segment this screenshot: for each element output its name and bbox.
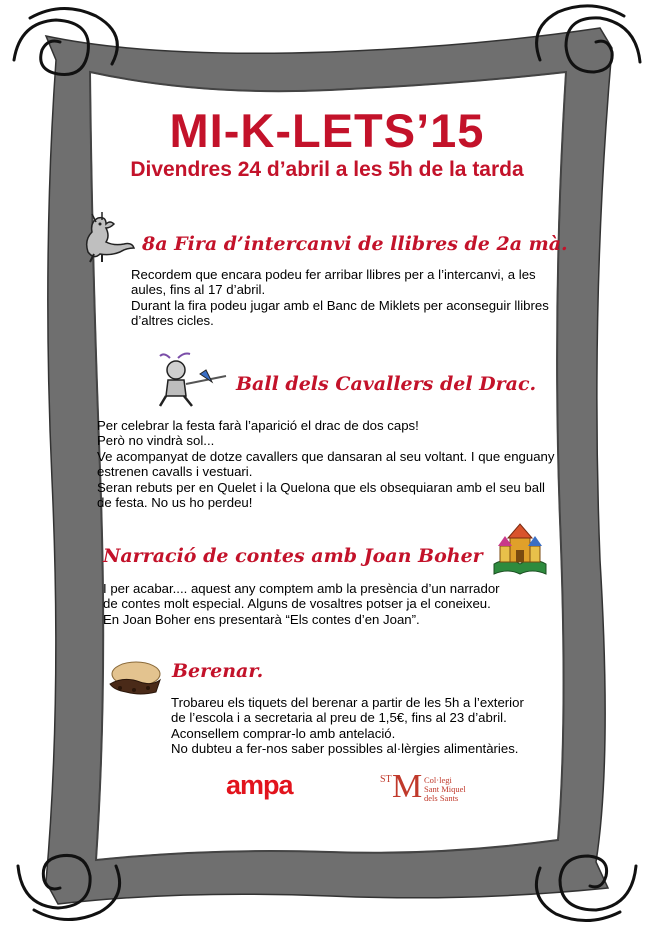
- body-line: En Joan Boher ens presentarà “Els contes d’en Joan”.: [103, 611, 420, 627]
- school-name-line: Sant Miquel: [424, 784, 466, 794]
- section-body-knights-dance: [97, 418, 554, 510]
- school-logo: [380, 768, 490, 806]
- storybook-castle-icon: [490, 520, 550, 580]
- body-line: aules, fins al 17 d’abril.: [131, 282, 266, 298]
- school-name-line: Col·legi: [424, 775, 452, 785]
- body-line: Però no vindrà sol...: [97, 433, 215, 449]
- school-name-line: dels Sants: [424, 793, 459, 803]
- body-line: Aconsellem comprar-lo amb antelació.: [171, 725, 396, 741]
- body-line: Recordem que encara podeu fer arribar llibres per a l’intercanvi, a les: [131, 267, 536, 282]
- school-logo-name: [424, 776, 466, 803]
- knight-icon: [150, 352, 230, 410]
- body-line: Trobareu els tiquets del berenar a partir de les 5h a l’exterior: [171, 695, 524, 710]
- chocolate-bread-icon: [100, 656, 166, 698]
- section-body-storytelling: [103, 581, 500, 627]
- section-heading-book-fair: 8a Fira d’intercanvi de llibres de 2a mà.: [142, 233, 568, 255]
- poster-subtitle: Divendres 24 d’abril a les 5h de la tarda: [130, 158, 524, 181]
- body-line: de festa. No us ho perdeu!: [97, 495, 253, 511]
- dragon-icon: [80, 212, 136, 264]
- body-line: Durant la fira podeu jugar amb el Banc de Miklets per aconseguir llibres: [131, 297, 549, 313]
- body-line: No dubteu a fer-nos saber possibles al·lèrgies alimentàries.: [171, 741, 519, 757]
- school-logo-prefix: ST: [380, 774, 392, 785]
- body-line: estrenen cavalls i vestuari.: [97, 464, 253, 480]
- section-heading-storytelling: Narració de contes amb Joan Boher: [103, 545, 483, 567]
- body-line: de contes molt especial. Alguns de vosaltres potser ja el coneixeu.: [103, 596, 491, 612]
- body-line: Ve acompanyat de dotze cavallers que dansaran al seu voltant. I que enguany: [97, 448, 555, 464]
- body-line: Per celebrar la festa farà l’aparició el drac de dos caps!: [97, 418, 419, 433]
- school-logo-letter: M: [392, 768, 423, 805]
- poster-title: MI-K-LETS’15: [169, 104, 485, 157]
- section-heading-snack: Berenar.: [172, 660, 264, 682]
- body-line: Seran rebuts per en Quelet i la Quelona que els obsequiaran amb el seu ball: [97, 479, 545, 495]
- section-heading-knights-dance: Ball dels Cavallers del Drac.: [236, 373, 537, 395]
- body-line: de l’escola i a secretaria al preu de 1,5€, fins al 23 d’abril.: [171, 710, 507, 726]
- body-line: I per acabar.... aquest any comptem amb la presència d’un narrador: [103, 581, 500, 596]
- section-body-snack: [171, 695, 524, 757]
- ampa-logo: ampa: [226, 770, 293, 800]
- section-body-book-fair: [131, 267, 549, 329]
- body-line: d’altres cicles.: [131, 313, 214, 329]
